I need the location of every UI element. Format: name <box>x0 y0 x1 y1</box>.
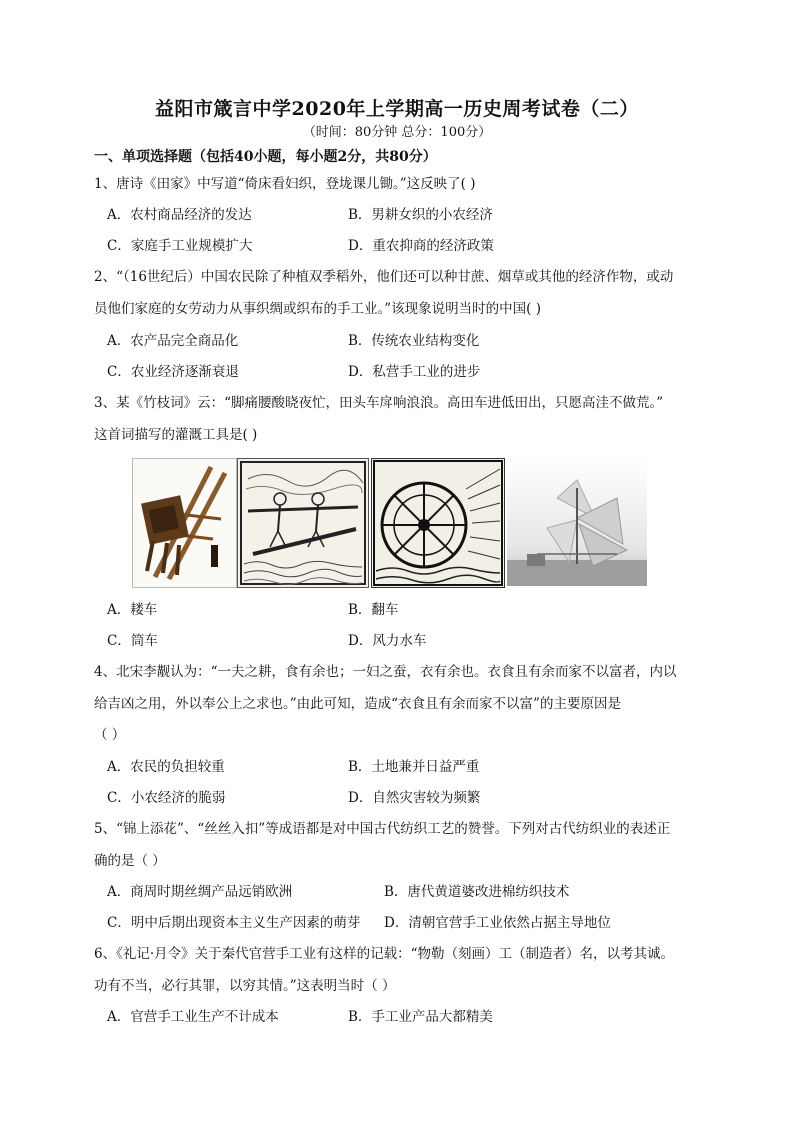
question-6-option-b: B．手工业产品大都精美 <box>348 1009 493 1025</box>
question-4-option-c: C．小农经济的脆弱 <box>107 790 226 806</box>
question-6-option-a: A．官营手工业生产不计成本 <box>107 1009 279 1025</box>
question-4-option-b: B．土地兼并日益严重 <box>348 759 480 775</box>
question-4-option-d: D．自然灾害较为频繁 <box>348 790 481 806</box>
question-3-text-line-2: 这首词描写的灌溉工具是( ) <box>94 427 258 443</box>
water-wheel-engraving <box>371 458 505 588</box>
question-1-text: 1、唐诗《田家》中写道“倚床看妇织，登垅课儿锄。”这反映了( ) <box>94 176 476 192</box>
question-5-option-c: C．明中后期出现资本主义生产因素的萌芽 <box>107 915 361 931</box>
question-1-option-d: D．重农抑商的经济政策 <box>348 238 494 254</box>
plow-seeder-image <box>132 458 237 588</box>
question-6-text-line-2: 功有不当，必行其罪，以穷其情。”这表明当时（ ） <box>94 978 396 994</box>
section-heading: 一、单项选择题（包括40小题，每小题2分，共80分） <box>94 149 437 165</box>
exam-title: 益阳市箴言中学2020年上学期高一历史周考试卷（二） <box>155 98 639 120</box>
question-5-option-a: A．商周时期丝绸产品远销欧洲 <box>107 884 293 900</box>
question-5-option-b: B．唐代黄道婆改进棉纺织技术 <box>384 884 570 900</box>
question-4-text-line-3: （ ） <box>94 727 126 743</box>
question-3-option-c: C．筒车 <box>107 633 158 649</box>
question-4-option-a: A．农民的负担较重 <box>107 759 225 775</box>
question-5-option-d: D．清朝官营手工业依然占据主导地位 <box>384 915 611 931</box>
treadle-pump-engraving <box>237 458 369 588</box>
question-2-option-a: A．农产品完全商品化 <box>107 333 239 349</box>
question-3-option-b: B．翻车 <box>348 602 399 618</box>
question-3-text-line-1: 3、某《竹枝词》云：“脚痛腰酸晓夜忙，田头车戽响浪浪。高田车进低田出，只愿高洼不做荒。” <box>94 395 664 411</box>
question-4-text-line-2: 给吉凶之用，外以奉公上之求也。”由此可知，造成“衣食且有余而家不以富”的主要原因是 <box>94 696 621 712</box>
question-4-text-line-1: 4、北宋李觏认为：“一夫之耕，食有余也；一妇之蚕，衣有余也。衣食且有余而家不以富者，内以 <box>94 664 677 680</box>
question-5-text-line-2: 确的是（ ） <box>94 853 166 869</box>
question-2-option-d: D．私营手工业的进步 <box>348 364 481 380</box>
question-2-text-line-1: 2、“（16世纪后）中国农民除了种植双季稻外，他们还可以种甘蔗、烟草或其他的经济作物，或动 <box>94 269 674 285</box>
question-6-text-line-1: 6、《礼记·月令》关于秦代官营手工业有这样的记载：“物勒（刻画）工（制造者）名，以考其诚。 <box>94 946 675 962</box>
windmill-photo <box>507 458 647 586</box>
question-2-option-c: C．农业经济逐渐衰退 <box>107 364 239 380</box>
question-3-option-a: A．耧车 <box>107 602 158 618</box>
question-1-option-c: C．家庭手工业规模扩大 <box>107 238 253 254</box>
question-2-option-b: B．传统农业结构变化 <box>348 333 480 349</box>
question-1-option-a: A．农村商品经济的发达 <box>107 207 252 223</box>
question-2-text-line-2: 员他们家庭的女劳动力从事织绸或织布的手工业。”该现象说明当时的中国( ) <box>94 301 541 317</box>
exam-subtitle: （时间：80分钟 总分：100分） <box>302 125 492 140</box>
question-1-option-b: B．男耕女织的小农经济 <box>348 207 493 223</box>
question-3-option-d: D．风力水车 <box>348 633 427 649</box>
question-5-text-line-1: 5、“锦上添花”、“丝丝入扣”等成语都是对中国古代纺织工艺的赞誉。下列对古代纺织业的表述正 <box>94 821 671 837</box>
